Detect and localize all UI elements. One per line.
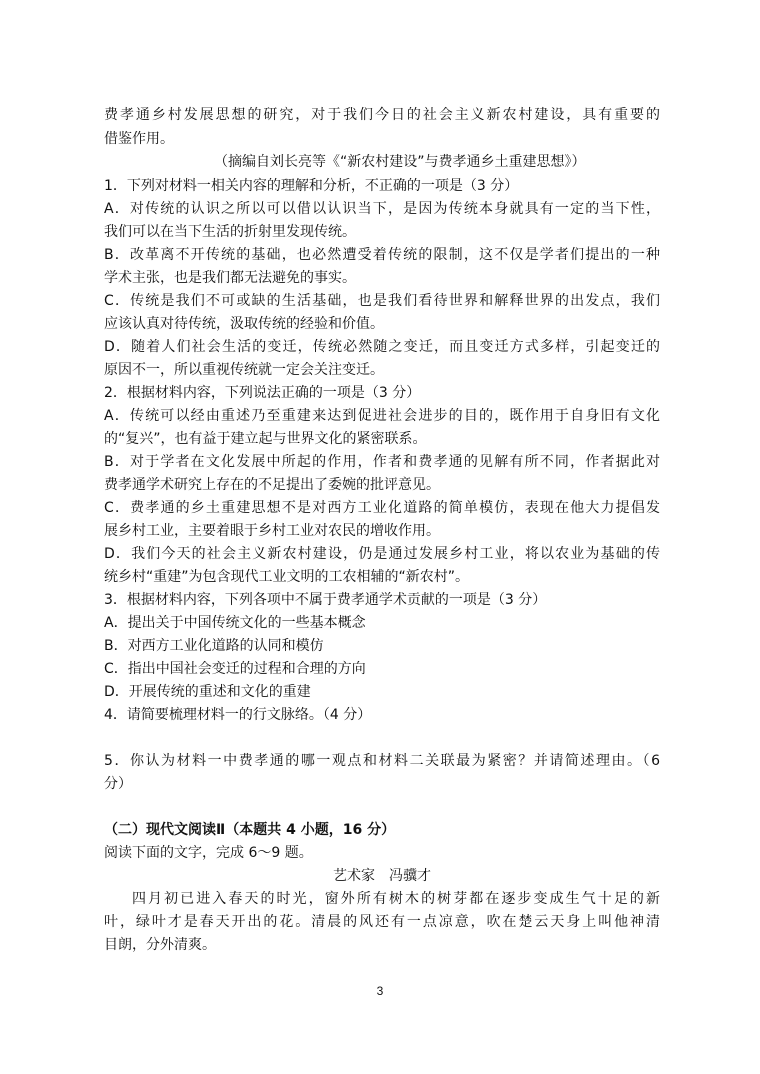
question-1-option-b-line-1: B．改革离不开传统的基础，也必然遭受着传统的限制，这不仅是学者们提出的一种 bbox=[104, 247, 660, 263]
material1-source-citation: （摘编自刘长亮等《“新农村建设”与费孝通乡土重建思想》） bbox=[214, 154, 586, 170]
page-number: 3 bbox=[376, 984, 384, 998]
question-2-option-a-line-2: 的“复兴”，也有益于建立起与世界文化的紧密联系。 bbox=[104, 431, 427, 447]
material1-closing-line-2: 借鉴作用。 bbox=[104, 131, 174, 147]
question-2-option-c-line-2: 展乡村工业，主要着眼于乡村工业对农民的增收作用。 bbox=[104, 523, 440, 539]
question-1-option-d-line-1: D．随着人们社会生活的变迁，传统必然随之变迁，而且变迁方式多样，引起变迁的 bbox=[104, 339, 660, 355]
question-4-stem: 4．请简要梳理材料一的行文脉络。（4 分） bbox=[104, 707, 372, 723]
question-3-option-d: D．开展传统的重述和文化的重建 bbox=[104, 684, 311, 700]
question-3-option-b: B．对西方工业化道路的认同和模仿 bbox=[104, 638, 324, 654]
article-title-author: 艺术家 冯骥才 bbox=[333, 868, 431, 884]
question-1-option-a-line-2: 我们可以在当下生活的折射里发现传统。 bbox=[104, 224, 356, 240]
question-1-option-a-line-1: A．对传统的认识之所以可以借以认识当下，是因为传统本身就具有一定的当下性， bbox=[104, 201, 660, 217]
question-1-option-c-line-1: C．传统是我们不可或缺的生活基础，也是我们看待世界和解释世界的出发点，我们 bbox=[104, 293, 660, 309]
question-3-option-a: A．提出关于中国传统文化的一些基本概念 bbox=[104, 615, 366, 631]
question-1-option-c-line-2: 应该认真对待传统，汲取传统的经验和价值。 bbox=[104, 316, 384, 332]
section-2-heading: （二）现代文阅读Ⅱ（本题共 4 小题，16 分） bbox=[104, 822, 396, 838]
question-5-stem-line-1: 5．你认为材料一中费孝通的哪一观点和材料二关联最为紧密？并请简述理由。（6 bbox=[104, 753, 660, 769]
question-1-option-b-line-2: 学术主张，也是我们都无法避免的事实。 bbox=[104, 270, 356, 286]
article-paragraph-1-line-1: 四月初已进入春天的时光，窗外所有树木的树芽都在逐步变成生气十足的新 bbox=[132, 891, 660, 907]
question-2-option-d-line-2: 统乡村“重建”为包含现代工业文明的工农相辅的“新农村”。 bbox=[104, 569, 470, 585]
section-2-instruction: 阅读下面的文字，完成 6～9 题。 bbox=[104, 845, 313, 861]
question-2-option-d-line-1: D．我们今天的社会主义新农村建设，仍是通过发展乡村工业，将以农业为基础的传 bbox=[104, 546, 660, 562]
question-2-option-c-line-1: C．费孝通的乡土重建思想不是对西方工业化道路的简单模仿，表现在他大力提倡发 bbox=[104, 500, 660, 516]
question-1-stem: 1．下列对材料一相关内容的理解和分析，不正确的一项是（3 分） bbox=[104, 178, 519, 194]
article-paragraph-1-line-2: 叶，绿叶才是春天开出的花。清晨的风还有一点凉意，吹在楚云天身上叫他神清 bbox=[104, 914, 660, 930]
question-3-option-c: C．指出中国社会变迁的过程和合理的方向 bbox=[104, 661, 366, 677]
question-1-option-d-line-2: 原因不一，所以重视传统就一定会关注变迁。 bbox=[104, 362, 384, 378]
question-2-option-a-line-1: A．传统可以经由重述乃至重建来达到促进社会进步的目的，既作用于自身旧有文化 bbox=[104, 408, 660, 424]
article-paragraph-1-line-3: 目朗，分外清爽。 bbox=[104, 937, 216, 953]
question-5-stem-line-2: 分） bbox=[104, 776, 132, 792]
question-3-stem: 3．根据材料内容，下列各项中不属于费孝通学术贡献的一项是（3 分） bbox=[104, 592, 547, 608]
question-2-option-b-line-1: B．对于学者在文化发展中所起的作用，作者和费孝通的见解有所不同，作者据此对 bbox=[104, 454, 660, 470]
question-2-stem: 2．根据材料内容，下列说法正确的一项是（3 分） bbox=[104, 385, 421, 401]
question-2-option-b-line-2: 费孝通学术研究上存在的不足提出了委婉的批评意见。 bbox=[104, 477, 440, 493]
material1-closing-line-1: 费孝通乡村发展思想的研究，对于我们今日的社会主义新农村建设，具有重要的 bbox=[104, 107, 660, 123]
